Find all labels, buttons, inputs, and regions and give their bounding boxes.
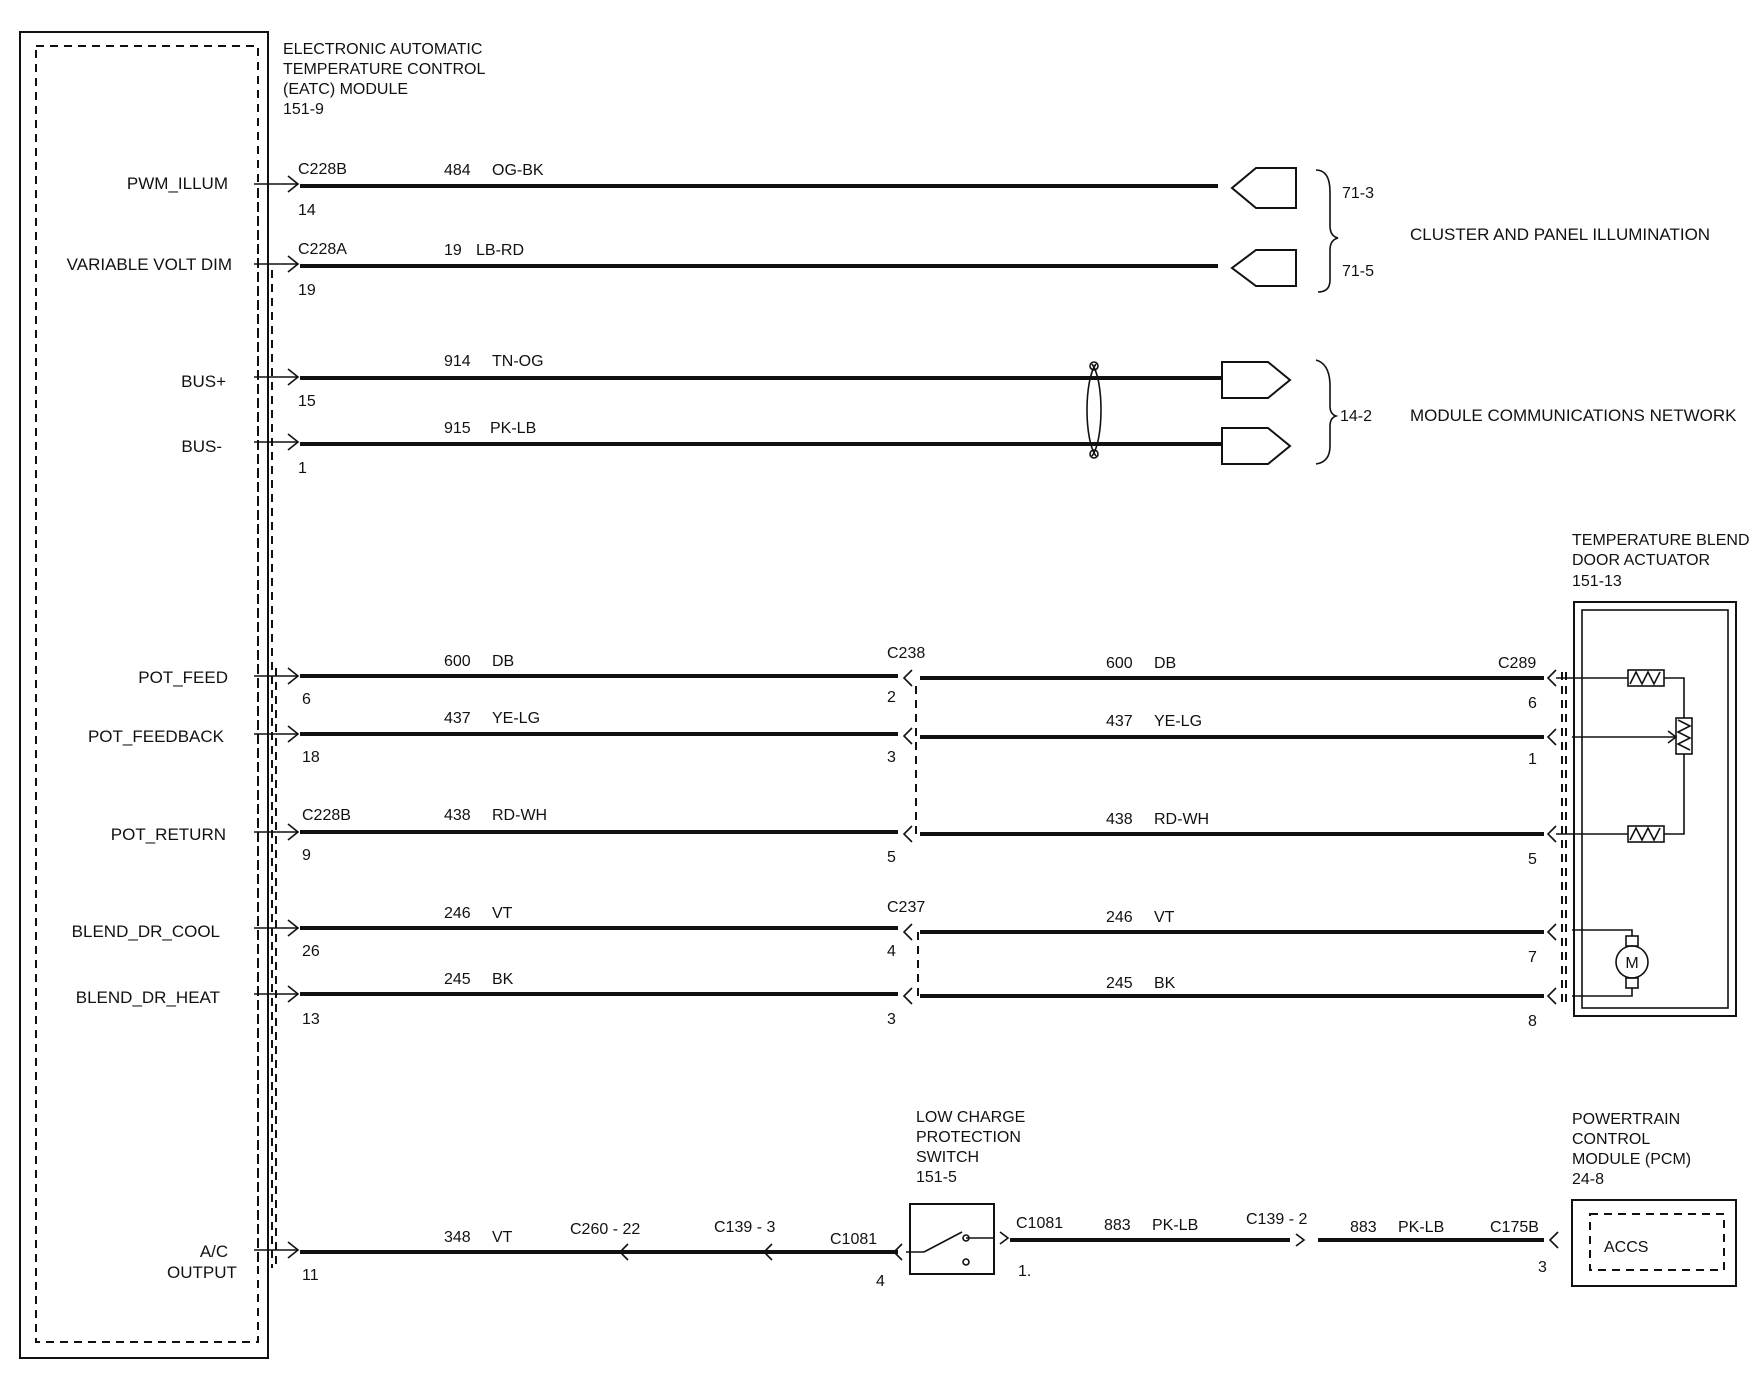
far-color-pot-feedback: YE-LG [1154, 713, 1203, 730]
conn-c1081-in: C1081 [830, 1231, 878, 1248]
low-charge-switch [906, 1109, 1025, 1274]
pcm-conn: C175B [1490, 1219, 1539, 1236]
blend-door-actuator [1562, 532, 1750, 1016]
far-color-pot-feed: DB [1154, 655, 1177, 672]
pin-num-variable-volt-dim: 19 [298, 282, 316, 299]
wire-pot-feedback [254, 710, 1556, 768]
wire-pot-feed [254, 645, 1628, 712]
circuit-blend-dr-cool: 246 [444, 905, 471, 922]
far-conn-pot-feed: C289 [1498, 655, 1537, 672]
pcm-title-line-2: CONTROL [1572, 1131, 1651, 1148]
eatc-title-line-2: TEMPERATURE CONTROL [283, 61, 486, 78]
eatc-module [20, 32, 485, 1358]
pin-num-blend-dr-cool: 26 [302, 943, 320, 960]
far-pin-blend-dr-heat: 8 [1528, 1013, 1537, 1030]
color-pot-feedback: YE-LG [492, 710, 541, 727]
wire-blend-dr-heat [254, 971, 1556, 1030]
pin-labels [67, 174, 237, 1282]
circuit2: 883 [1104, 1217, 1131, 1234]
pin-label-pot-return: POT_RETURN [110, 825, 226, 844]
eatc-title-line-3: (EATC) MODULE [283, 81, 409, 98]
far-color-pot-return: RD-WH [1154, 811, 1210, 828]
wire-bus-minus [254, 420, 1290, 477]
far-color-blend-dr-heat: BK [1154, 975, 1176, 992]
pin-label-blend-dr-heat: BLEND_DR_HEAT [75, 988, 220, 1007]
mid-pin-pot-feedback: 3 [887, 749, 896, 766]
far-circuit-blend-dr-heat: 245 [1106, 975, 1133, 992]
color-blend-dr-heat: BK [492, 971, 514, 988]
pin-num-pot-feedback: 18 [302, 749, 320, 766]
far-pin-blend-dr-cool: 7 [1528, 949, 1537, 966]
color-blend-dr-cool: VT [492, 905, 513, 922]
pin-label-bus-minus: BUS- [181, 437, 222, 456]
far-color-blend-dr-cool: VT [1154, 909, 1175, 926]
pin-label-pot-feed: POT_FEED [138, 668, 228, 687]
wire-blend-dr-cool [254, 899, 1556, 966]
far-circuit-blend-dr-cool: 246 [1106, 909, 1133, 926]
color3: PK-LB [1398, 1219, 1445, 1236]
switch-title-line-4: 151-5 [916, 1169, 957, 1186]
pcm-module [1572, 1111, 1736, 1286]
switch-title-line-2: PROTECTION [916, 1129, 1021, 1146]
eatc-title-line-1: ELECTRONIC AUTOMATIC [283, 41, 483, 58]
illum-ref-1: 71-3 [1342, 185, 1375, 202]
pin-label-variable-volt-dim: VARIABLE VOLT DIM [66, 255, 232, 274]
eatc-title-line-4: 151-9 [283, 101, 324, 118]
pin-num-ac-output: 11 [302, 1267, 319, 1284]
far-pin-pot-feedback: 1 [1528, 751, 1537, 768]
motor-symbol: M [1625, 955, 1639, 972]
circuit-pot-feed: 600 [444, 653, 471, 670]
conn-pot-return: C228B [302, 807, 351, 824]
pin-label-bus-plus: BUS+ [181, 372, 226, 391]
circuit-variable-volt-dim: 19 [444, 242, 462, 259]
circuit-ac-output: 348 [444, 1229, 471, 1246]
pin-num-pot-feed: 6 [302, 691, 311, 708]
wire-variable-volt-dim [254, 241, 1296, 299]
conn-pwm-illum: C228B [298, 161, 347, 178]
wire-bus-plus [254, 353, 1290, 410]
far-pin-pot-feed: 6 [1528, 695, 1537, 712]
pcm-title-line-1: POWERTRAIN [1572, 1111, 1681, 1128]
color-pot-feed: DB [492, 653, 515, 670]
conn-c260: C260 - 22 [570, 1221, 641, 1238]
mid-pin-blend-dr-heat: 3 [887, 1011, 896, 1028]
wire-pot-return [254, 807, 1628, 868]
circuit-bus-plus: 914 [444, 353, 471, 370]
mid-conn-blend-dr-cool: C237 [887, 899, 926, 916]
illum-ref-2: 71-5 [1342, 263, 1375, 280]
pin-num-pot-return: 9 [302, 847, 311, 864]
mid-pin-pot-return: 5 [887, 849, 896, 866]
mid-pin-pot-feed: 2 [887, 689, 896, 706]
wire-ac-output [254, 1219, 902, 1290]
circuit-pwm-illum: 484 [444, 162, 471, 179]
color-variable-volt-dim: LB-RD [476, 242, 525, 259]
pin-label-pwm-illum: PWM_ILLUM [126, 174, 228, 193]
pcm-pin: 3 [1538, 1259, 1547, 1276]
far-circuit-pot-feedback: 437 [1106, 713, 1133, 730]
far-circuit-pot-feed: 600 [1106, 655, 1133, 672]
pin-num-bus-minus: 1 [298, 460, 307, 477]
illumination-brace [1316, 170, 1710, 292]
circuit3: 883 [1350, 1219, 1377, 1236]
color-ac-output: VT [492, 1229, 513, 1246]
actuator-title-line-1: TEMPERATURE BLEND [1572, 532, 1750, 549]
pin-label-ac-line-1: A/C [199, 1242, 229, 1261]
illum-label: CLUSTER AND PANEL ILLUMINATION [1410, 225, 1711, 244]
network-brace [1316, 360, 1737, 464]
wire-pwm-illum [254, 161, 1296, 219]
pin-label-blend-dr-cool: BLEND_DR_COOL [71, 922, 220, 941]
pcm-accs-label: ACCS [1604, 1239, 1649, 1256]
circuit-pot-return: 438 [444, 807, 471, 824]
pin-num-blend-dr-heat: 13 [302, 1011, 320, 1028]
far-circuit-pot-return: 438 [1106, 811, 1133, 828]
conn-variable-volt-dim: C228A [298, 241, 347, 258]
conn-c139-3: C139 - 3 [714, 1219, 776, 1236]
pin-num-bus-plus: 15 [298, 393, 316, 410]
circuit-blend-dr-heat: 245 [444, 971, 471, 988]
switch-title-line-1: LOW CHARGE [916, 1109, 1026, 1126]
mid-conn-c139-2: C139 - 2 [1246, 1211, 1308, 1228]
circuit-bus-minus: 915 [444, 420, 471, 437]
actuator-title-line-2: DOOR ACTUATOR [1572, 552, 1711, 569]
circuit-pot-feedback: 437 [444, 710, 471, 727]
switch-out-conn: C1081 [1016, 1215, 1064, 1232]
wire-pcm-accs [1000, 1211, 1558, 1280]
color-pwm-illum: OG-BK [492, 162, 544, 179]
pin-label-ac-line-2: OUTPUT [167, 1263, 237, 1282]
far-pin-pot-return: 5 [1528, 851, 1537, 868]
mid-conn-pot-feed: C238 [887, 645, 926, 662]
pcm-title-line-3: MODULE (PCM) [1572, 1151, 1692, 1168]
color-pot-return: RD-WH [492, 807, 548, 824]
color2: PK-LB [1152, 1217, 1199, 1234]
pin-label-pot-feedback: POT_FEEDBACK [87, 727, 224, 746]
pin-num-pwm-illum: 14 [298, 202, 316, 219]
switch-out-pin: 1. [1018, 1263, 1032, 1280]
switch-title-line-3: SWITCH [916, 1149, 980, 1166]
actuator-title-line-3: 151-13 [1572, 573, 1622, 590]
pcm-title-line-4: 24-8 [1572, 1171, 1605, 1188]
color-bus-minus: PK-LB [490, 420, 537, 437]
switch-in-pin: 4 [876, 1273, 885, 1290]
mid-pin-blend-dr-cool: 4 [887, 943, 896, 960]
color-bus-plus: TN-OG [492, 353, 544, 370]
network-ref: 14-2 [1340, 408, 1373, 425]
network-label: MODULE COMMUNICATIONS NETWORK [1410, 406, 1737, 425]
